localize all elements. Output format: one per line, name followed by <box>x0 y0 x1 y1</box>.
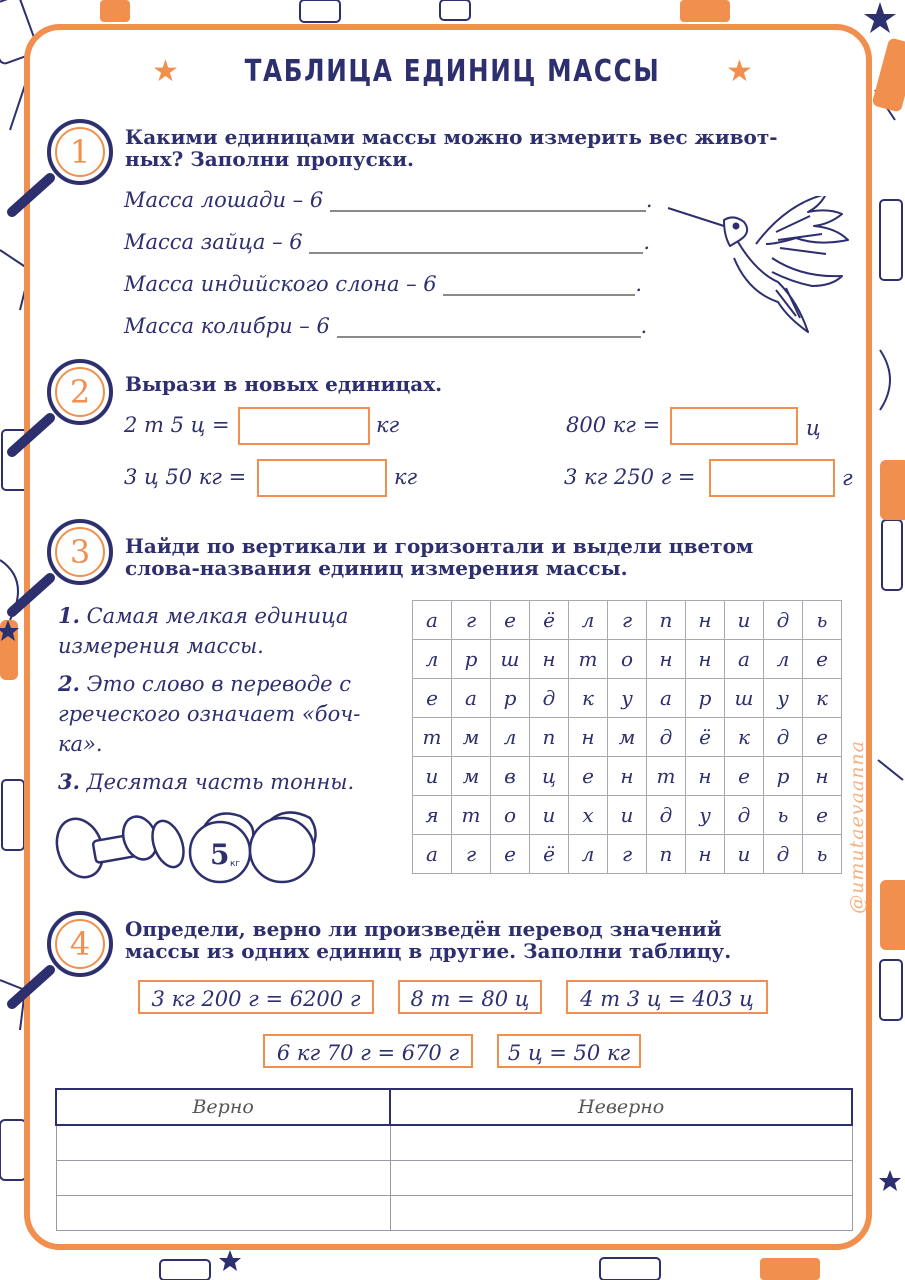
answer-box[interactable] <box>257 459 387 497</box>
grid-cell[interactable]: и <box>608 796 647 835</box>
grid-cell[interactable]: н <box>803 757 842 796</box>
table-cell[interactable] <box>56 1161 390 1196</box>
grid-cell[interactable]: ц <box>530 757 569 796</box>
grid-cell[interactable]: л <box>491 718 530 757</box>
grid-cell[interactable]: н <box>569 718 608 757</box>
grid-cell[interactable]: х <box>569 796 608 835</box>
grid-cell[interactable]: и <box>413 757 452 796</box>
grid-cell[interactable]: м <box>452 757 491 796</box>
task3-title: Найди по вертикали и горизонтали и выдели цветом слова-названия единиц измерения массы. <box>125 534 754 580</box>
grid-cell[interactable]: д <box>725 796 764 835</box>
task1-title <box>125 126 778 170</box>
grid-cell[interactable]: е <box>569 757 608 796</box>
grid-cell[interactable]: е <box>803 796 842 835</box>
grid-cell[interactable]: ё <box>530 835 569 874</box>
unit-label: г <box>842 466 853 490</box>
grid-cell[interactable]: в <box>491 757 530 796</box>
grid-cell[interactable]: г <box>452 835 491 874</box>
grid-cell[interactable]: т <box>569 640 608 679</box>
grid-cell[interactable]: н <box>686 757 725 796</box>
grid-cell[interactable]: а <box>725 640 764 679</box>
table-cell[interactable] <box>56 1125 390 1161</box>
equation-card[interactable]: 3 кг 200 г = 6200 г <box>138 980 374 1014</box>
task1-item: Масса лошади – 6 . <box>124 188 653 212</box>
grid-row <box>413 601 842 640</box>
answer-table <box>55 1088 853 1231</box>
grid-cell[interactable]: и <box>725 601 764 640</box>
task-number: 4 <box>69 925 91 963</box>
table-row <box>56 1125 852 1161</box>
hummingbird-icon <box>666 196 856 338</box>
task-number: 1 <box>69 133 91 171</box>
clue: 2. Это слово в переводе с <box>58 671 351 696</box>
grid-cell[interactable]: н <box>686 601 725 640</box>
equation-card[interactable]: 4 т 3 ц = 403 ц <box>566 980 768 1014</box>
grid-cell[interactable]: п <box>647 601 686 640</box>
task2-title: Вырази в новых единицах. <box>125 372 443 396</box>
grid-cell[interactable]: т <box>452 796 491 835</box>
grid-row <box>413 679 842 718</box>
grid-cell[interactable]: р <box>764 757 803 796</box>
weight-unit: кг <box>230 859 241 869</box>
answer-line[interactable] <box>337 316 641 338</box>
grid-cell[interactable]: ь <box>803 601 842 640</box>
grid-cell[interactable]: д <box>764 718 803 757</box>
grid-cell[interactable]: г <box>608 601 647 640</box>
equation-card[interactable]: 8 т = 80 ц <box>398 980 542 1014</box>
grid-cell[interactable]: е <box>491 835 530 874</box>
equation-card[interactable]: 5 ц = 50 кг <box>497 1034 641 1068</box>
grid-cell[interactable]: м <box>608 718 647 757</box>
task1-title-line2: ных? Заполни пропуски. <box>125 147 415 171</box>
task4-title: Определи, верно ли произведён перевод значений массы из одних единиц в другие. Заполни таблицу. <box>125 917 732 963</box>
grid-cell[interactable]: к <box>569 679 608 718</box>
grid-cell[interactable]: е <box>725 757 764 796</box>
answer-line[interactable] <box>309 232 643 254</box>
header-correct: Верно <box>56 1089 390 1125</box>
table-cell[interactable] <box>390 1125 852 1161</box>
grid-cell[interactable]: н <box>686 835 725 874</box>
answer-box[interactable] <box>670 407 798 445</box>
grid-cell[interactable]: о <box>608 640 647 679</box>
grid-cell[interactable]: ш <box>491 640 530 679</box>
table-row <box>56 1196 852 1231</box>
task3-clues: 1. Самая мелкая единица измерения массы. 2. Это слово в переводе с греческого означает «боч- ка». 3. Десятая часть тонны. <box>58 601 378 797</box>
grid-cell[interactable]: л <box>764 640 803 679</box>
grid-cell[interactable]: ь <box>803 835 842 874</box>
task-number: 3 <box>69 533 91 571</box>
task1-item: Масса зайца – 6 . <box>124 230 650 254</box>
table-cell[interactable] <box>390 1161 852 1196</box>
grid-cell[interactable]: л <box>569 601 608 640</box>
grid-cell[interactable]: о <box>491 796 530 835</box>
grid-cell[interactable]: н <box>686 640 725 679</box>
watermark: @umutaevaanna <box>846 740 868 914</box>
grid-cell[interactable]: л <box>413 640 452 679</box>
grid-row <box>413 640 842 679</box>
equation-card[interactable]: 6 кг 70 г = 670 г <box>263 1034 473 1068</box>
grid-row <box>413 796 842 835</box>
grid-cell[interactable]: н <box>530 640 569 679</box>
grid-cell[interactable]: и <box>530 796 569 835</box>
grid-cell[interactable]: т <box>413 718 452 757</box>
clue: 3. Десятая часть тонны. <box>58 769 355 794</box>
table-row <box>56 1161 852 1196</box>
task1-title-line1: Какими единицами массы можно измерить вес живот- <box>125 125 778 149</box>
grid-cell[interactable]: а <box>647 679 686 718</box>
expr-label: 3 кг 250 г = <box>564 465 696 489</box>
header-incorrect: Неверно <box>390 1089 852 1125</box>
grid-cell[interactable]: п <box>647 835 686 874</box>
grid-cell[interactable]: д <box>647 718 686 757</box>
grid-cell[interactable]: г <box>608 835 647 874</box>
unit-label: ц <box>806 416 821 440</box>
task-number: 2 <box>69 373 91 411</box>
grid-cell[interactable]: т <box>647 757 686 796</box>
grid-cell[interactable]: у <box>608 679 647 718</box>
grid-cell[interactable]: м <box>452 718 491 757</box>
grid-cell[interactable]: е <box>491 601 530 640</box>
grid-cell[interactable]: н <box>647 640 686 679</box>
grid-cell[interactable]: к <box>725 718 764 757</box>
star-icon: ★ <box>152 53 179 89</box>
grid-cell[interactable]: у <box>764 679 803 718</box>
unit-label: кг <box>394 465 418 489</box>
grid-row <box>413 835 842 874</box>
grid-cell[interactable]: р <box>491 679 530 718</box>
grid-cell[interactable]: р <box>452 640 491 679</box>
grid-cell[interactable]: д <box>530 679 569 718</box>
weights-illustration <box>50 796 330 886</box>
grid-cell[interactable]: я <box>413 796 452 835</box>
magnifier-badge-icon <box>4 352 114 462</box>
magnifier-badge-icon <box>4 112 114 222</box>
answer-box[interactable] <box>709 459 835 497</box>
grid-cell[interactable]: ё <box>530 601 569 640</box>
grid-cell[interactable]: е <box>413 679 452 718</box>
grid-cell[interactable]: е <box>803 640 842 679</box>
answer-line[interactable] <box>443 274 635 296</box>
star-icon: ★ <box>726 53 753 89</box>
task1-item: Масса колибри – 6 . <box>124 314 648 338</box>
grid-cell[interactable]: д <box>647 796 686 835</box>
grid-cell[interactable]: у <box>686 796 725 835</box>
table-cell[interactable] <box>56 1196 390 1231</box>
grid-cell[interactable]: л <box>569 835 608 874</box>
grid-cell[interactable]: г <box>452 601 491 640</box>
grid-row <box>413 718 842 757</box>
grid-cell[interactable]: н <box>608 757 647 796</box>
grid-cell[interactable]: к <box>803 679 842 718</box>
answer-box[interactable] <box>238 407 370 445</box>
word-search-grid <box>412 600 842 874</box>
expr-label: 800 кг = <box>566 413 661 437</box>
grid-cell[interactable]: ё <box>686 718 725 757</box>
task1-item: Масса индийского слона – 6 . <box>124 272 643 296</box>
weight-label: 5 <box>210 838 230 871</box>
grid-cell[interactable]: р <box>686 679 725 718</box>
grid-cell[interactable]: ш <box>725 679 764 718</box>
grid-cell[interactable]: п <box>530 718 569 757</box>
magnifier-badge-icon <box>4 904 114 1014</box>
title-row <box>24 46 881 96</box>
grid-cell[interactable]: д <box>764 835 803 874</box>
unit-label: кг <box>376 413 400 437</box>
expr-label: 3 ц 50 кг = <box>124 465 247 489</box>
answer-line[interactable] <box>330 190 646 212</box>
grid-cell[interactable]: ь <box>764 796 803 835</box>
table-cell[interactable] <box>390 1196 852 1231</box>
expr-label: 2 т 5 ц = <box>124 413 230 437</box>
grid-cell[interactable]: а <box>452 679 491 718</box>
page-title: ТАБЛИЦА ЕДИНИЦ МАССЫ <box>244 53 661 89</box>
grid-row <box>413 757 842 796</box>
grid-cell[interactable]: а <box>413 601 452 640</box>
grid-cell[interactable]: е <box>803 718 842 757</box>
grid-cell[interactable]: д <box>764 601 803 640</box>
grid-cell[interactable]: и <box>725 835 764 874</box>
grid-cell[interactable]: а <box>413 835 452 874</box>
clue: 1. Самая мелкая единица <box>58 603 349 628</box>
